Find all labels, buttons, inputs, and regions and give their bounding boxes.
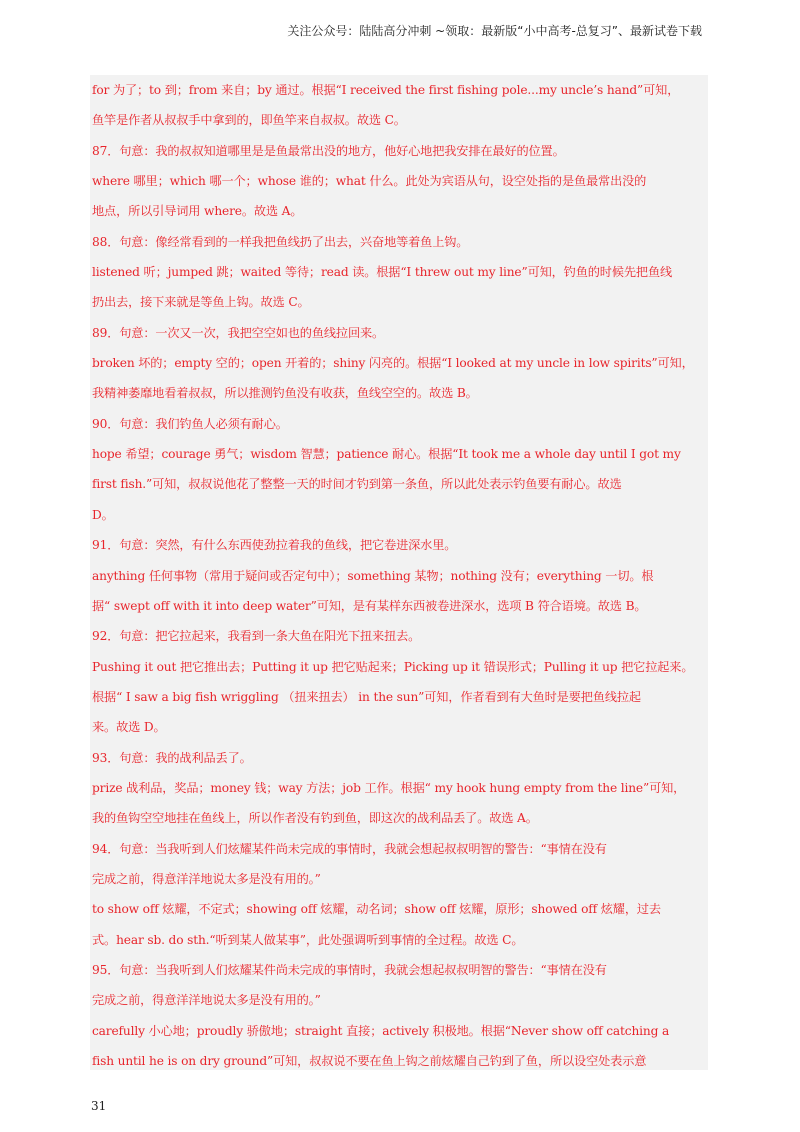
text-line: where 哪里；which 哪一个；whose 谁的；what 什么。此处为宾语从句，设空处指的是鱼最常出没的 — [92, 174, 647, 189]
text-line: 式。hear sb. do sth.“听到某人做某事”，此处强调听到事情的全过程。故选 C。 — [92, 932, 524, 947]
text-line: 根据“ I saw a big fish wriggling （扭来扭去） in the sun”可知，作者看到有大鱼时是要把鱼线拉起 — [92, 689, 641, 704]
text-line: 来。故选 D。 — [92, 720, 166, 735]
text-line: 89．句意：一次又一次，我把空空如也的鱼线拉回来。 — [92, 325, 385, 340]
text-line: anything 任何事物（常用于疑问或否定句中）；something 某物；nothing 没有；everything 一切。根 — [92, 568, 654, 583]
text-line: 87．句意：我的叔叔知道哪里是是鱼最常出没的地方，他好心地把我安排在最好的位置。 — [92, 143, 565, 158]
text-line: for 为了；to 到；from 来自；by 通过。根据“I received the first fishing pole...my uncle’s hand”可知， — [92, 83, 680, 97]
text-line: 我精神萎靡地看着叔叔，所以推测钓鱼没有收获，鱼线空空的。故选 B。 — [92, 386, 478, 401]
text-line: 扔出去，接下来就是等鱼上钩。故选 C。 — [92, 295, 310, 310]
text-line: carefully 小心地；proudly 骄傲地；straight 直接；actively 积极地。根据“Never show off catching a — [92, 1023, 670, 1038]
text-line: hope 希望；courage 勇气；wisdom 智慧；patience 耐心。根据“It took me a whole day until I got my — [92, 447, 681, 462]
text-line: D。 — [92, 507, 114, 522]
text-line: to show off 炫耀，不定式；showing off 炫耀，动名词；show off 炫耀，原形；showed off 炫耀，过去 — [92, 902, 661, 917]
text-line: first fish.”可知，叔叔说他花了整整一天的时间才钓到第一条鱼，所以此处表示钓鱼要有耐心。故选 — [92, 477, 622, 492]
text-line: 完成之前，得意洋洋地说太多是没有用的。” — [92, 993, 321, 1008]
text-line: 地点，所以引导词用 where。故选 A。 — [92, 204, 303, 219]
answer-explanation-panel — [90, 75, 708, 1070]
text-line: 91．句意：突然，有什么东西使劲拉着我的鱼线，把它卷进深水里。 — [92, 538, 457, 553]
text-line: prize 战利品，奖品；money 钱；way 方法；job 工作。根据“ my hook hung empty from the line”可知， — [92, 780, 686, 795]
text-line: 据“ swept off with it into deep water”可知，是有某样东西被卷进深水，选项 B 符合语境。故选 B。 — [92, 598, 647, 613]
text-line: 93．句意：我的战利品丢了。 — [92, 750, 252, 765]
text-line: fish until he is on dry ground”可知，叔叔说不要在鱼上钩之前炫耀自己钓到了鱼，所以设空处表示意 — [92, 1054, 647, 1068]
text-line: 90．句意：我们钓鱼人必须有耐心。 — [92, 416, 288, 431]
text-line: broken 坏的；empty 空的；open 开着的；shiny 闪亮的。根据“I looked at my uncle in low spirits”可知， — [92, 356, 694, 371]
text-line: Pushing it out 把它推出去；Putting it up 把它贴起来；Picking up it 错误形式；Pulling it up 把它拉起来。 — [92, 659, 694, 674]
text-line: 95．句意：当我听到人们炫耀某件尚未完成的事情时，我就会想起叔叔明智的警告：“事情在没有 — [92, 962, 607, 977]
text-line: 94．句意：当我听到人们炫耀某件尚未完成的事情时，我就会想起叔叔明智的警告：“事情在没有 — [92, 841, 607, 856]
text-line: 92．句意：把它拉起来，我看到一条大鱼在阳光下扭来扭去。 — [92, 629, 421, 644]
text-line: 鱼竿是作者从叔叔手中拿到的，即鱼竿来自叔叔。故选 C。 — [92, 113, 406, 128]
text-line: 完成之前，得意洋洋地说太多是没有用的。” — [92, 871, 321, 886]
text-line: 88．句意：像经常看到的一样我把鱼线扔了出去，兴奋地等着鱼上钩。 — [92, 234, 469, 249]
page-number: 31 — [91, 1099, 107, 1113]
text-line: 我的鱼钩空空地挂在鱼线上，所以作者没有钓到鱼，即这次的战利品丢了。故选 A。 — [92, 811, 538, 826]
page-header: 关注公众号：陆陆高分冲刺 ~领取：最新版“小中高考-总复习”、最新试卷下载 — [287, 24, 702, 38]
text-line: listened 听；jumped 跳；waited 等待；read 读。根据“I threw out my line”可知，钓鱼的时候先把鱼线 — [92, 265, 673, 280]
